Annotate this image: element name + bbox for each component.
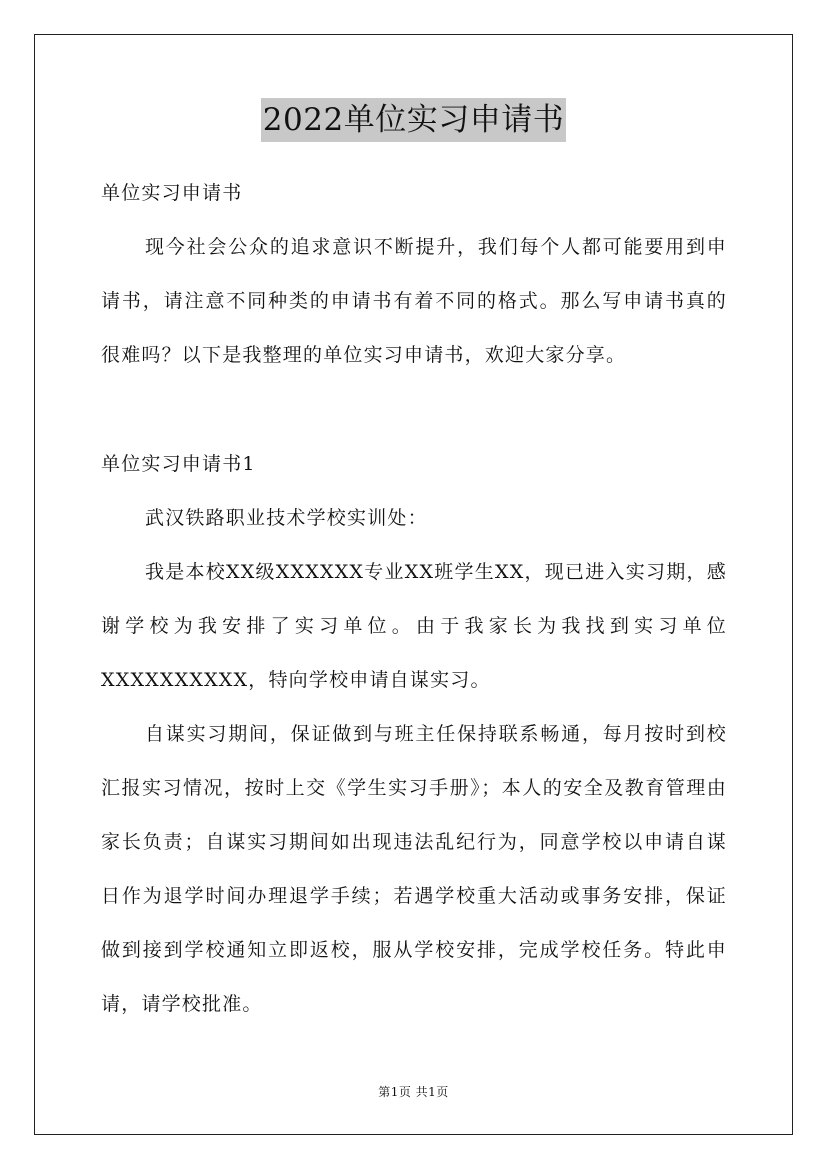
salutation: 武汉铁路职业技术学校实训处：: [145, 507, 428, 529]
subtitle: 单位实习申请书: [101, 182, 243, 204]
intro-paragraph: 现今社会公众的追求意识不断提升，我们每个人都可能要用到申请书，请注意不同种类的申请书有着不同的格式。那么写申请书真的很难吗？以下是我整理的单位实习申请书，欢迎大家分享。: [101, 236, 727, 366]
title-container: [0, 98, 827, 142]
section-heading: 单位实习申请书1: [101, 453, 256, 475]
body-paragraph-1: 我是本校XX级XXXXXX专业XX班学生XX，现已进入实习期，感谢学校为我安排了实习单位。由于我家长为我找到实习单位XXXXXXXXXX，特向学校申请自谋实习。: [101, 561, 727, 691]
page-footer: 第1页 共1页: [378, 1085, 449, 1099]
document-title: 2022单位实习申请书: [261, 98, 566, 142]
body-paragraph-2: 自谋实习期间，保证做到与班主任保持联系畅通，每月按时到校汇报实习情况，按时上交《学生实习手册》；本人的安全及教育管理由家长负责；自谋实习期间如出现违法乱纪行为，同意学校以申请自谋日作为退学时间办理退学手续；若遇学校重大活动或事务安排，保证做到接到学校通知立即返校，服从学校安排，完成学校任务。特此申请，请学校批准。: [101, 723, 727, 1015]
